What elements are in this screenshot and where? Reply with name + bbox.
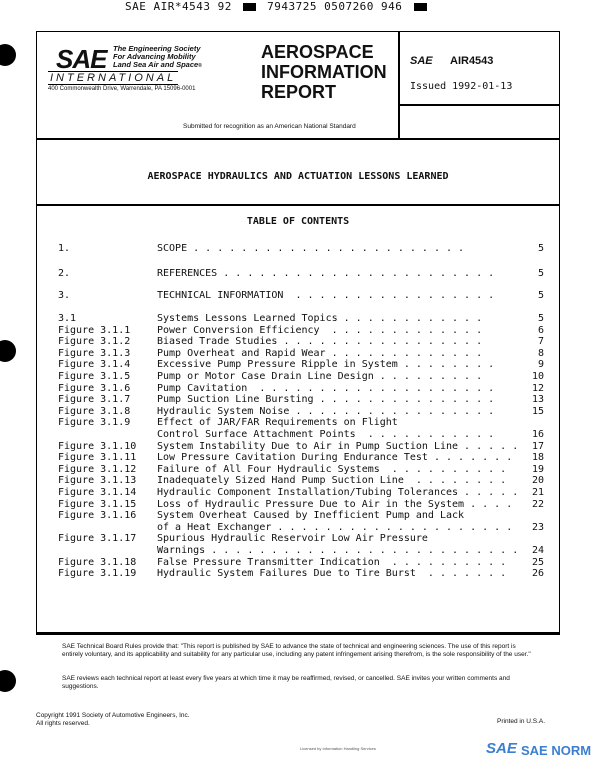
toc-entry-text: Control Surface Attachment Points: [157, 429, 356, 440]
toc-entry-page: 5: [537, 313, 544, 324]
toc-entry-page: 21: [531, 487, 544, 498]
toc-entry-number: Figure 3.1.12: [58, 464, 137, 475]
technical-board-rules: SAE Technical Board Rules provide that: "This report is published by SAE to advance the state of technical and engineering sciences. The use of this report is entirely voluntary, and its applicability and suitability for any particular use, including any patent infringement arising therefrom, is the sole responsibility of the user.": [62, 643, 531, 658]
toc-entry-number: Figure 3.1.17: [58, 533, 137, 544]
toc-leader-dots: . . . . . . . . . . . . .: [325, 348, 483, 359]
toc-entry-number: Figure 3.1.4: [58, 359, 131, 370]
report-type-title: [261, 42, 387, 102]
toc-entry-number: Figure 3.1.5: [58, 371, 131, 382]
toc-entry-text: Biased Trade Studies: [157, 336, 278, 347]
barcode-line: [125, 0, 431, 13]
toc-leader-dots: . . . . . . . . . . . . .: [319, 325, 483, 336]
toc-entry-page: 18: [531, 452, 544, 463]
toc-entry-text: System Overheat Caused by Inefficient Pump and Lack: [157, 510, 465, 521]
toc-entry-title[interactable]: [157, 510, 464, 521]
toc-title: TABLE OF CONTENTS: [246, 216, 350, 227]
toc-entry-number: Figure 3.1.2: [58, 336, 131, 347]
toc-entry-page: 16: [531, 429, 544, 440]
copyright: [36, 712, 190, 728]
toc-entry-title[interactable]: [157, 429, 494, 440]
sae-logo: SAE: [56, 44, 107, 74]
toc-entry-page: 13: [531, 394, 544, 405]
toc-leader-dots: . . . . . . . . . . . . . . . . . . . .: [247, 383, 495, 394]
toc-entry-text: Power Conversion Efficiency: [157, 325, 320, 336]
report-title-line-1: AEROSPACE: [261, 42, 374, 62]
toc-entry-number: 2.: [58, 268, 71, 279]
toc-leader-dots: . . . .: [464, 499, 513, 510]
toc-entry-number: Figure 3.1.10: [58, 441, 137, 452]
sae-address: 400 Commonwealth Drive, Warrendale, PA 15096-0001: [48, 86, 196, 92]
toc-entry-number: Figure 3.1.19: [58, 568, 137, 579]
toc-entry-number: Figure 3.1.15: [58, 499, 137, 510]
toc-entry-text: Low Pressure Cavitation During Endurance Test: [157, 452, 428, 463]
barcode-right: 7943725 0507260 946: [267, 0, 403, 13]
issued-date: Issued 1992-01-13: [410, 81, 513, 92]
review-note: SAE reviews each technical report at least every five years at which time it may be reaffirmed, revised, or cancelled. SAE invites your written comments and suggestions.: [62, 675, 510, 690]
toc-entry-page: 26: [531, 568, 544, 579]
toc-entry-title[interactable]: [157, 441, 518, 452]
header-column-divider: [398, 31, 400, 138]
toc-entry-page: 25: [531, 557, 544, 568]
issued-divider: [398, 104, 560, 106]
toc-entry-title[interactable]: [157, 406, 494, 417]
toc-entry-page: 12: [531, 383, 544, 394]
toc-entry-text: Systems Lessons Learned Topics: [157, 313, 338, 324]
toc-entry-title[interactable]: [157, 268, 494, 279]
copyright-line-2: All rights reserved.: [36, 720, 90, 727]
toc-entry-text: Pump Overheat and Rapid Wear: [157, 348, 326, 359]
toc-entry-text: Effect of JAR/FAR Requirements on Flight: [157, 417, 398, 428]
toc-leader-dots: . . . . . . . . . . . . . . . . .: [277, 336, 483, 347]
title-divider: [36, 204, 560, 206]
document-number: AIR4543: [450, 55, 494, 67]
barcode-block-2: [414, 3, 427, 11]
punch-hole-middle: [0, 340, 16, 362]
toc-entry-number: Figure 3.1.8: [58, 406, 131, 417]
toc-entry-text: False Pressure Transmitter Indication: [157, 557, 380, 568]
toc-entry-title[interactable]: [157, 243, 464, 254]
toc-entry-title[interactable]: [157, 522, 512, 533]
ansi-submission-note: Submitted for recognition as an American National Standard: [183, 123, 356, 130]
toc-entry-number: Figure 3.1.11: [58, 452, 137, 463]
toc-entry-page: 10: [531, 371, 544, 382]
toc-leader-dots: . . . . . . . .: [397, 359, 495, 370]
toc-leader-dots: . . . . . . . . . . . . . . . . . . . . . . .: [217, 268, 495, 279]
toc-entry-title[interactable]: [157, 383, 494, 394]
toc-leader-dots: . . . . . . .: [415, 568, 507, 579]
toc-entry-text: Spurious Hydraulic Reservoir Low Air Pressure: [157, 533, 428, 544]
toc-leader-dots: . . . . .: [458, 441, 519, 452]
sae-tagline: [113, 45, 202, 70]
toc-entry-title[interactable]: [157, 499, 512, 510]
toc-leader-dots: . . . . .: [458, 487, 519, 498]
toc-entry-number: Figure 3.1.13: [58, 475, 137, 486]
toc-entry-title[interactable]: [157, 290, 494, 301]
toc-entry-text: Pump Cavitation: [157, 383, 248, 394]
toc-entry-text: TECHNICAL INFORMATION: [157, 290, 284, 301]
toc-entry-number: 3.: [58, 290, 71, 301]
punch-hole-bottom: [0, 670, 16, 692]
toc-entry-page: 5: [537, 243, 544, 254]
toc-leader-dots: . . . . . . . . . .: [379, 557, 507, 568]
punch-hole-top: [0, 44, 16, 66]
toc-entry-title[interactable]: [157, 487, 518, 498]
toc-entry-page: 6: [537, 325, 544, 336]
tagline-line-3-text: Land Sea Air and Space: [113, 60, 199, 69]
tagline-line-2: For Advancing Mobility: [113, 52, 196, 61]
watermark-logo: SAE: [486, 740, 517, 757]
toc-leader-dots: . . . . . . . . . . .: [355, 429, 495, 440]
toc-entry-title[interactable]: [157, 533, 428, 544]
toc-entry-title[interactable]: [157, 475, 506, 486]
trademark-mark: ®: [198, 63, 202, 69]
toc-leader-dots: . . . . . . . . . . . . . . . . . . . .: [271, 522, 513, 533]
license-note: Licensed by Information Handling Services: [300, 746, 376, 751]
toc-leader-dots: . . . . . . . . . . . .: [337, 313, 483, 324]
toc-leader-dots: . . . . . . . . .: [373, 371, 483, 382]
toc-entry-text: Loss of Hydraulic Pressure Due to Air in the System: [157, 499, 465, 510]
toc-entry-text: Hydraulic Component Installation/Tubing Tolerances: [157, 487, 459, 498]
toc-entry-text: Excessive Pump Pressure Ripple in System: [157, 359, 398, 370]
toc-leader-dots: . . . . . . . . . . . . . . . . . . . . . . .: [187, 243, 465, 254]
toc-leader-dots: . . . . . . . . . . . . . . . . . . . . . . . . . .: [205, 545, 519, 556]
toc-entry-page: 17: [531, 441, 544, 452]
toc-entry-text: Pump Suction Line Bursting: [157, 394, 314, 405]
toc-leader-dots: . . . . . . . .: [403, 475, 507, 486]
toc-entry-text: of a Heat Exchanger: [157, 522, 272, 533]
header-divider: [36, 138, 560, 140]
toc-entry-text: Hydraulic System Noise: [157, 406, 290, 417]
toc-entry-title[interactable]: [157, 545, 518, 556]
toc-leader-dots: . . . . . . . . . . . . . . . . .: [283, 290, 495, 301]
footer-divider: [36, 633, 560, 635]
tagline-line-3: [113, 61, 202, 70]
toc-entry-page: 20: [531, 475, 544, 486]
toc-entry-number: 3.1: [58, 313, 77, 324]
toc-leader-dots: . . . . . . . . . . . . . . .: [313, 394, 495, 405]
toc-leader-dots: . . . . . . . . . .: [379, 464, 507, 475]
toc-entry-text: Warnings: [157, 545, 206, 556]
toc-entry-page: 5: [537, 268, 544, 279]
toc-entry-title[interactable]: [157, 417, 398, 428]
document-title: AEROSPACE HYDRAULICS AND ACTUATION LESSONS LEARNED: [147, 171, 449, 182]
toc-entry-text: REFERENCES: [157, 268, 218, 279]
toc-leader-dots: . . . . . . . . . . . . . . . . .: [289, 406, 495, 417]
toc-leader-dots: . . . . . . .: [427, 452, 513, 463]
report-title-line-3: REPORT: [261, 82, 337, 102]
toc-entry-number: 1.: [58, 243, 71, 254]
toc-entry-page: 9: [537, 359, 544, 370]
copyright-line-1: Copyright 1991 Society of Automotive Engineers, Inc.: [36, 712, 190, 719]
doc-sae-logo: SAE: [410, 55, 433, 67]
toc-entry-page: 22: [531, 499, 544, 510]
barcode-block-1: [243, 3, 256, 11]
toc-entry-title[interactable]: [157, 313, 482, 324]
toc-entry-title[interactable]: [157, 359, 494, 370]
toc-entry-text: Hydraulic System Failures Due to Tire Burst: [157, 568, 416, 579]
toc-entry-title[interactable]: [157, 371, 482, 382]
toc-entry-number: Figure 3.1.18: [58, 557, 137, 568]
toc-entry-page: 8: [537, 348, 544, 359]
toc-entry-title[interactable]: [157, 568, 506, 579]
toc-entry-page: 15: [531, 406, 544, 417]
toc-entry-title[interactable]: [157, 464, 506, 475]
toc-entry-page: 7: [537, 336, 544, 347]
toc-entry-title[interactable]: [157, 394, 494, 405]
toc-entry-number: Figure 3.1.16: [58, 510, 137, 521]
toc-entry-number: Figure 3.1.3: [58, 348, 131, 359]
international-label: INTERNATIONAL: [50, 72, 177, 84]
toc-entry-title[interactable]: [157, 452, 512, 463]
toc-entry-text: System Instability Due to Air in Pump Suction Line: [157, 441, 459, 452]
tagline-line-1: The Engineering Society: [113, 44, 201, 53]
toc-entry-page: 24: [531, 545, 544, 556]
toc-entry-text: Inadequately Sized Hand Pump Suction Line: [157, 475, 404, 486]
toc-entry-text: SCOPE: [157, 243, 188, 254]
toc-entry-number: Figure 3.1.6: [58, 383, 131, 394]
toc-entry-number: Figure 3.1.9: [58, 417, 131, 428]
toc-entry-number: Figure 3.1.7: [58, 394, 131, 405]
toc-entry-title[interactable]: [157, 348, 482, 359]
barcode-left: SAE AIR*4543 92: [125, 0, 232, 13]
toc-entry-text: Pump or Motor Case Drain Line Design: [157, 371, 374, 382]
toc-entry-number: Figure 3.1.1: [58, 325, 131, 336]
toc-entry-page: 19: [531, 464, 544, 475]
watermark-text: SAE NORM: [521, 743, 592, 758]
toc-entry-title[interactable]: [157, 336, 482, 347]
toc-entry-text: Failure of All Four Hydraulic Systems: [157, 464, 380, 475]
toc-entry-title[interactable]: [157, 325, 482, 336]
toc-entry-page: 5: [537, 290, 544, 301]
toc-entry-number: Figure 3.1.14: [58, 487, 137, 498]
printed-in: Printed in U.S.A.: [497, 718, 546, 725]
report-title-line-2: INFORMATION: [261, 62, 387, 82]
toc-entry-page: 23: [531, 522, 544, 533]
toc-entry-title[interactable]: [157, 557, 506, 568]
